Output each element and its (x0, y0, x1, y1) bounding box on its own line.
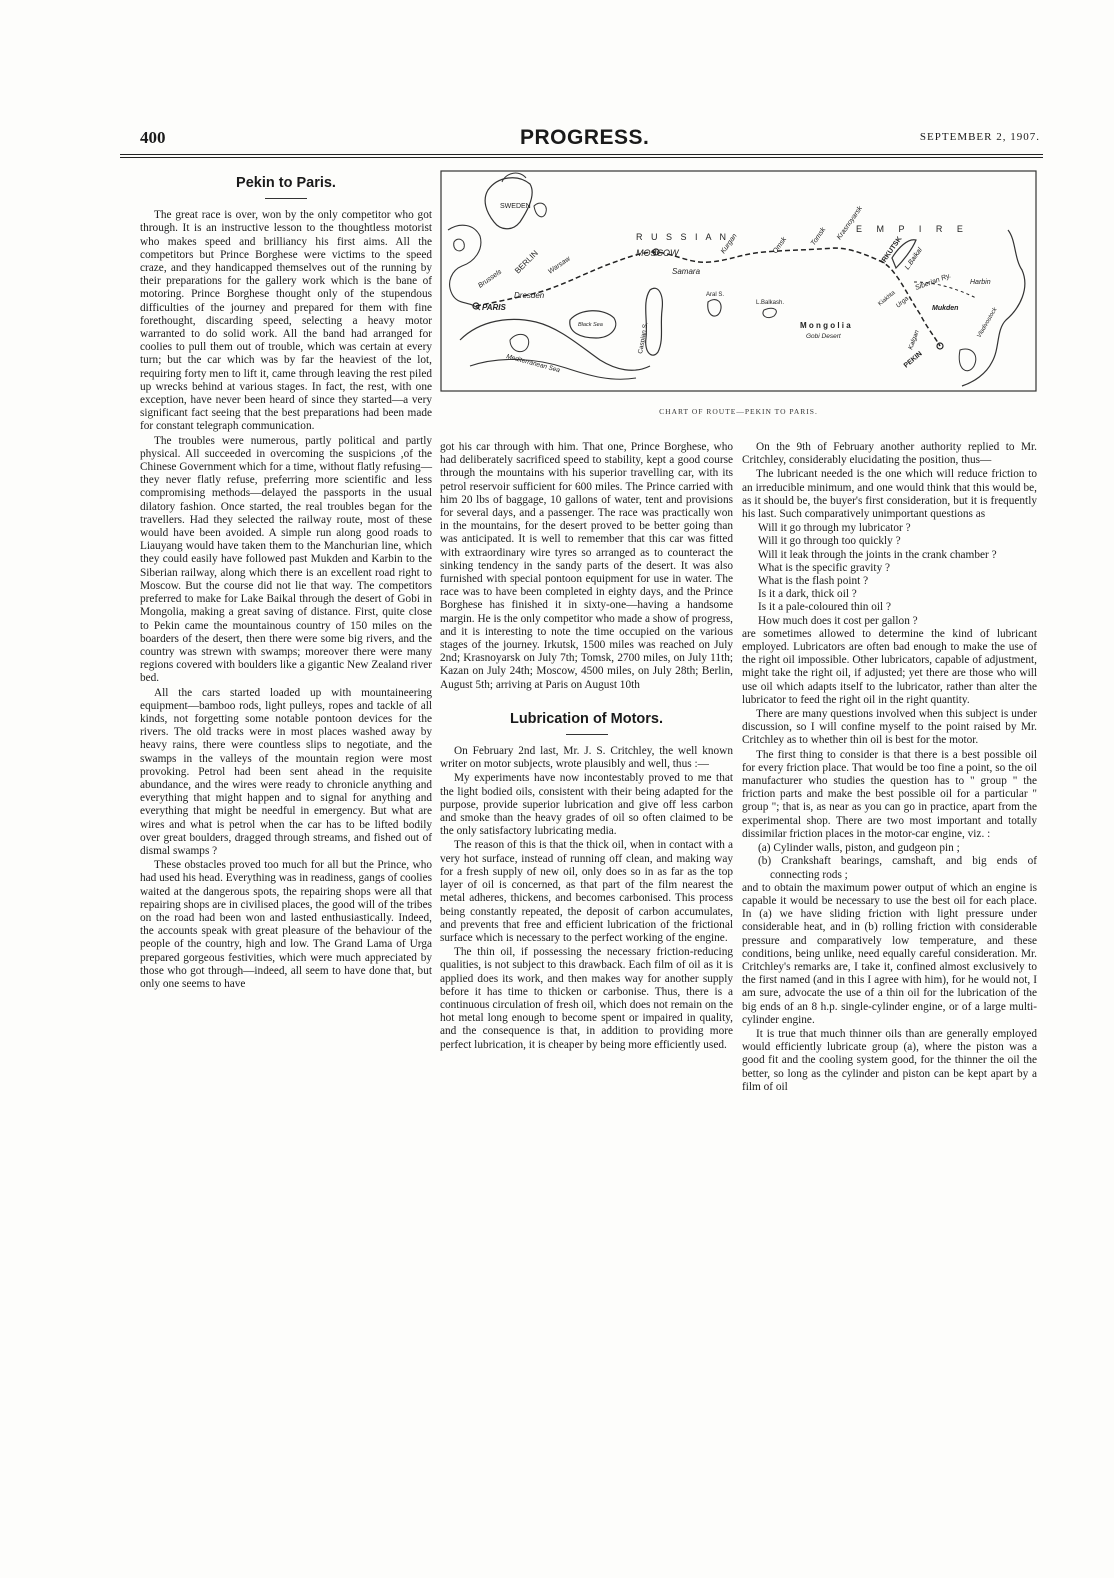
list-item: (b) Crankshaft bearings, camshaft, and big ends of connecting rods ; (758, 855, 1037, 881)
map-label-aral: Aral S. (706, 292, 725, 298)
paragraph: There are many questions involved when this subject is under discussion, so I will confine myself to the point raised by Mr. Critchley as to whether thin oil is best for the motor. (742, 708, 1037, 747)
map-label-kalgan: Kalgan (907, 329, 921, 351)
route-map-drawing (440, 170, 1037, 392)
route-map (440, 170, 1037, 406)
map-caption: CHART OF ROUTE—PEKIN TO PARIS. (659, 407, 818, 416)
paragraph: My experiments have now incontestably proved to me that the light bodied oils, consistent with their being adapted for the purpose, provide superior lubrication and give off less carbon and smoke than the heavy grades of oil so often claimed to be the only satisfactory lubricating media. (440, 772, 733, 838)
question-item: What is the specific gravity ? (758, 561, 891, 574)
masthead: PROGRESS. (520, 126, 650, 149)
paragraph: and to obtain the maximum power output of which an engine is capable it would be necessary to use the best oil for each place. In (a) we have sliding friction with light pressure under considerable heat, and in (b) rolling friction with considerable pressure and comparatively low temperature, and these conditions, being unlike, need equally careful consideration. Mr. Critchley's remarks are, I take it, confined almost exclusively to the first named (and in this I agree with him), for he would not, I am sure, advocate the use of a thin oil for the lubrication of the big ends of an 8 h.p. single-cylinder engine, or of a large multi-cylinder engine. (742, 881, 1037, 1026)
spacer (440, 693, 733, 713)
map-label-baikal: L.Baikal (903, 246, 924, 272)
column-2 (440, 441, 733, 1053)
map-label-moscow: MOSCOW (636, 248, 679, 258)
list-item: (a) Cylinder walls, piston, and gudgeon pin ; (758, 842, 960, 855)
paragraph: These obstacles proved too much for all but the Prince, who had used his head. Everything was in readiness, gangs of coolies waited at the dangerous spots, the repairing shops were all that repairing shops are in civilised places, the good will of the tribes on the road had been won and lasted enthusiastically. Indeed, the accounts speak with great pleasure of the behaviour of the people of the country, high and low. The Grand Lama of Urga prepared gorgeous festivities, which were much appreciated by those who got through—indeed, all seem to have done that, but only one seems to have (140, 859, 432, 990)
map-label-mediterranean: Mediterranean Sea (505, 353, 561, 375)
question-item: Will it go through too quickly ? (758, 535, 901, 548)
paragraph: The troubles were numerous, partly political and partly physical. All succeeded in overcoming the suspicions ,of the Chinese Government which for a time, without flatly refusing—they never flatly refuse, preferring more scientific and less compromising methods—delayed the passports in the usual dilatory fashion. Once started, the real troubles began for the travellers. Had they selected the railway route, most of these would have been avoided. A simple run along good roads to Liauyang would have taken them to the Manchurian line, which they could easily have followed past Mukden and Karbin to the Siberian railway, along which there is an excellent road right to Moscow. But the course did not lie that way. The competitors preferred to make for Lake Baikal through the desert of Gobi in Mongolia, making a great saving of distance. First, quite close to Pekin came the mountainous country of 150 miles on the boarders of the desert, then there were some big rivers, and the country was strewn with swamps; moreover there were many regions covered with boulders like a gigantic New Zealand river bed. (140, 434, 432, 685)
map-label-black-sea: Black Sea (578, 322, 603, 328)
question-item: What is the flash point ? (758, 575, 869, 588)
map-label-vladivostok: Vladivostock (976, 306, 999, 339)
map-label-omsk: Omsk (771, 236, 789, 256)
title-rule (265, 198, 307, 199)
map-label-dresden: Dresden (514, 291, 545, 300)
page-header (140, 128, 1040, 154)
column-3 (742, 441, 1037, 1095)
question-item: Will it leak through the joints in the crank chamber ? (758, 548, 997, 561)
map-label-sweden: SWEDEN (500, 203, 531, 210)
question-item: Is it a pale-coloured thin oil ? (758, 601, 892, 614)
article-title-lubrication: Lubrication of Motors. (509, 710, 664, 727)
map-label-berlin: BERLIN (513, 248, 540, 276)
paragraph: The first thing to consider is that there is a best possible oil for every friction place. That would be too fine a point, so the oil manufacturer who studies the question has to " group " the friction parts and make the best possible oil for a particular " group "; that is, as near as you can go in practice, apart from the experimental shop. There are two most important and totally dissimilar friction places in the motor-car engine, viz. : (742, 748, 1037, 840)
paragraph: The lubricant needed is the one which will reduce friction to an irreducible minimum, and one would think that this would be, as it should be, the buyer's first consideration, but it is frequently his last. Such comparatively unimportant questions as (742, 468, 1037, 521)
header-rule (120, 154, 1043, 155)
paragraph: The thin oil, if possessing the necessary friction-reducing qualities, is not subject to this drawback. Each film of oil as it is applied does its work, and then makes way for another supply before it has time to thicken or carbonise. Thus, there is a continuous circulation of fresh oil, which does not remain on the hot metal long enough to become spent or impaired in quality, and the consequence is that, in addition to providing more perfect lubrication, it is cheaper by being more efficiently used. (440, 946, 733, 1051)
map-label-warsaw: Warsaw (547, 255, 572, 276)
header-rule-double (120, 157, 1043, 158)
map-label-mongolia: M o n g o l i a (800, 321, 851, 330)
dateline: SEPTEMBER 2, 1907. (919, 131, 1040, 143)
map-label-kurgan: Kurgan (719, 232, 739, 256)
paragraph: All the cars started loaded up with mountaineering equipment—bamboo rods, light pulleys, ropes and tackle of all kinds, not forgetting some notable pontoon devices for the rivers. The old tracks were in most places washed away by heavy rains, there were countless slips to negotiate, and the swamps in the valleys of the mountain region were most provoking. Petrol had been sent ahead in the requisite abundance, and the wires were ready to chronicle anything and everything that might happen and to signal for anything and everything that might be needful in emergency. But what are wires and what is petrol when the car has to be lifted bodily over great boulders, dragged through streams, and fished out of dismal swamps ? (140, 686, 432, 857)
paragraph: It is true that much thinner oils than are generally employed would efficiently lubricate group (a), where the piston was a good fit and the cooling system good, for the thinner the oil the better, so long as the cylinder and piston can be kept apart by a film of oil (742, 1027, 1037, 1093)
map-label-tomsk: Tomsk (809, 226, 828, 248)
map-label-empire: E M P I R E (856, 224, 969, 234)
map-label-pekin: PEKIN (902, 350, 924, 370)
map-label-brussels: Brussels (477, 268, 504, 290)
paragraph: are sometimes allowed to determine the kind of lubricant employed. Lubricators are often bad enough to make the use of the right oil impossible. Other lubricators, capable of adjustment, might take the right oil, if adjusted; yet there are those who will use oil which adapts itself to the lubricator, rather than alter the lubricator to feed the right oil in the right quantity. (742, 627, 1037, 706)
column-1 (140, 177, 432, 992)
map-label-caspian: Caspian S. (637, 321, 650, 355)
map-label-russian: R U S S I A N (636, 232, 730, 242)
map-label-mukden: Mukden (932, 305, 959, 312)
map-label-samara: Samara (672, 267, 701, 276)
paragraph: On the 9th of February another authority replied to Mr. Critchley, considerably elucidating the position, thus— (742, 441, 1037, 467)
map-label-irkutsk: IRKUTSK (879, 235, 904, 266)
paragraph: The great race is over, won by the only competitor who got through. It is an instructive lesson to the thoughtless motorist who makes speed and brilliancy his first aims. All the competitors but Prince Borghese were victims to the speed craze, and they handicapped themselves out of the running by their preparations for the gallery work which is the bane of motoring. Prince Borghese thought only of the stupendous difficulties of the journey and prepared for them with fine forethought, discarding speed, selecting a heavy motor warranted to do solid work. All the band had arranged for coolies to pull them out of trouble, which was certain at every turn; but the car which was by far the heaviest of the lot, requiring forty men to lift it, came through leaving the rest piled up wrecks behind at various stages. In fact, the rest, with one exception, have never been heard of since they started—a very significant fact seeing that the best preparations had been made for constant telegraph communication. (140, 209, 432, 433)
title-rule (566, 734, 608, 735)
map-label-gobi: Gobi Desert (806, 333, 841, 340)
paragraph-continuation: got his car through with him. That one, Prince Borghese, who had deliberately sacrificed speed to stability, kept a good course through the mountains with his superior travelling car, with its petrol reservoir sufficient for 600 miles. The Prince carried with him 20 lbs of baggage, 10 gallons of water, tent and provisions for several days, and a passenger. The race was practically won in the mountains, for the desert proved to be better going than was anticipated. It is well to remember that this car was fitted with extraordinary wire tyres so arranged as to counteract the sinking tendency in the sandy parts of the desert. It was also furnished with special pontoon equipment for use in water. The race was to have been completed in eighty days, and the Prince Borghese has finished it in sixty-one—having a handsome margin. He is the only competitor who made a show of progress, and it is interesting to note the time occupied on the various stages of the journey. Irkutsk, 1500 miles was reached on July 2nd; Krasnoyarsk on July 7th; Tomsk, 2700 miles, on July 11th; Kazan on July 24th; Moscow, 4500 miles, on July 28th; Berlin, August 5th; arriving at Paris on August 10th (440, 441, 733, 691)
article-title-pekin: Pekin to Paris. (236, 175, 336, 191)
map-label-harbin: Harbin (970, 279, 991, 286)
question-item: Is it a dark, thick oil ? (758, 588, 857, 601)
map-label-balkash: L.Balkash. (756, 300, 785, 306)
question-item: How much does it cost per gallon ? (758, 614, 918, 627)
page-number: 400 (140, 128, 166, 147)
map-label-krasnoyarsk: Krasnoyarsk (835, 205, 864, 242)
paragraph: The reason of this is that the thick oil, when in contact with a very hot surface, instead of running off clean, and making way for a fresh supply of new oil, only does so in as far as the top layer of oil is concerned, as that part of the film nearest the metal adheres, thickens, and becomes carbonised. This process being constantly repeated, the deposit of carbon accumulates, and prevents that free and efficient lubrication of the frictional surface which is necessary to the perfect working of the engine. (440, 839, 733, 944)
question-item: Will it go through my lubricator ? (758, 522, 911, 535)
paragraph: On February 2nd last, Mr. J. S. Critchley, the well known writer on motor subjects, wrote plausibly and well, thus :— (440, 745, 733, 771)
map-label-siberian: Siberian Ry. (914, 272, 953, 292)
map-label-urga: Urga (894, 295, 911, 310)
map-label-paris: PARIS (482, 303, 506, 312)
map-label-kiakhta: Kiakhta (877, 290, 897, 308)
